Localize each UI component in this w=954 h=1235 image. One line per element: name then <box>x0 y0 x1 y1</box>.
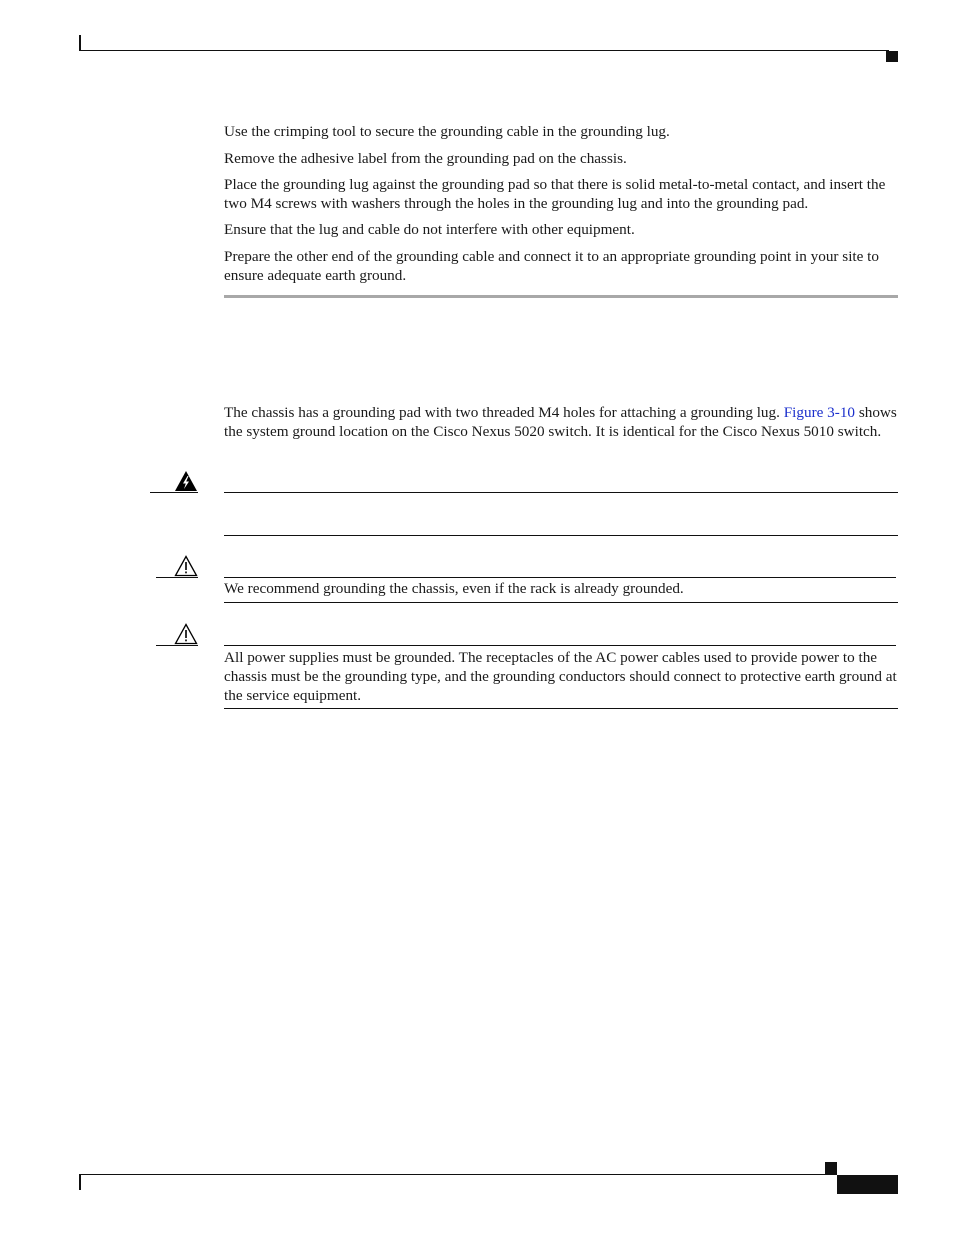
caution-1-bottom-rule <box>224 602 898 603</box>
caution-1-marker-rule <box>156 577 198 578</box>
header-block <box>886 51 898 62</box>
footer-square <box>825 1162 837 1174</box>
caution-2-top-rule <box>224 645 896 646</box>
warning-bottom-rule <box>224 535 898 536</box>
warning-top-rule <box>224 492 898 493</box>
footer-rule <box>79 1174 837 1175</box>
grounding-text-after: shows the system ground location on the Cisco Nexus 5020 switch. It is identical for the Cisco Nexus 5010 switch. <box>224 404 897 440</box>
caution-icon <box>174 555 198 577</box>
step-3-text: Place the grounding lug against the grounding pad so that there is solid metal-to-metal contact, and insert the two M4 screws with washers through the holes in the grounding lug and into the grounding pad. <box>224 176 886 212</box>
footer-tick <box>79 1174 81 1190</box>
caution-2-marker-rule <box>156 645 198 646</box>
step-4-text: Ensure that the lug and cable do not interfere with other equipment. <box>224 221 635 238</box>
step-2-text: Remove the adhesive label from the grounding pad on the chassis. <box>224 150 627 167</box>
caution-1-text: We recommend grounding the chassis, even if the rack is already grounded. <box>224 580 684 597</box>
step-1-text: Use the crimping tool to secure the grounding cable in the grounding lug. <box>224 123 670 140</box>
procedure-end-rule <box>224 295 898 298</box>
header-tick <box>79 35 81 51</box>
warning-marker-rule <box>150 492 198 493</box>
warning-icon <box>174 470 198 492</box>
grounding-paragraph <box>224 403 900 441</box>
caution-2-bottom-rule <box>224 708 898 709</box>
caution-1-top-rule <box>224 577 896 578</box>
figure-3-10-link[interactable]: Figure 3-10 <box>783 404 856 421</box>
caution-icon <box>174 623 198 645</box>
footer-page-tab <box>837 1175 898 1194</box>
header-rule <box>79 50 889 51</box>
caution-2-text: All power supplies must be grounded. The receptacles of the AC power cables used to provide power to the chassis must be the grounding type, and the grounding conductors should connect to protective earth ground at the service equipment. <box>224 649 897 704</box>
step-5-text: Prepare the other end of the grounding cable and connect it to an appropriate grounding point in your site to ensure adequate earth ground. <box>224 248 879 284</box>
grounding-text-before: The chassis has a grounding pad with two threaded M4 holes for attaching a grounding lug. <box>224 404 784 421</box>
